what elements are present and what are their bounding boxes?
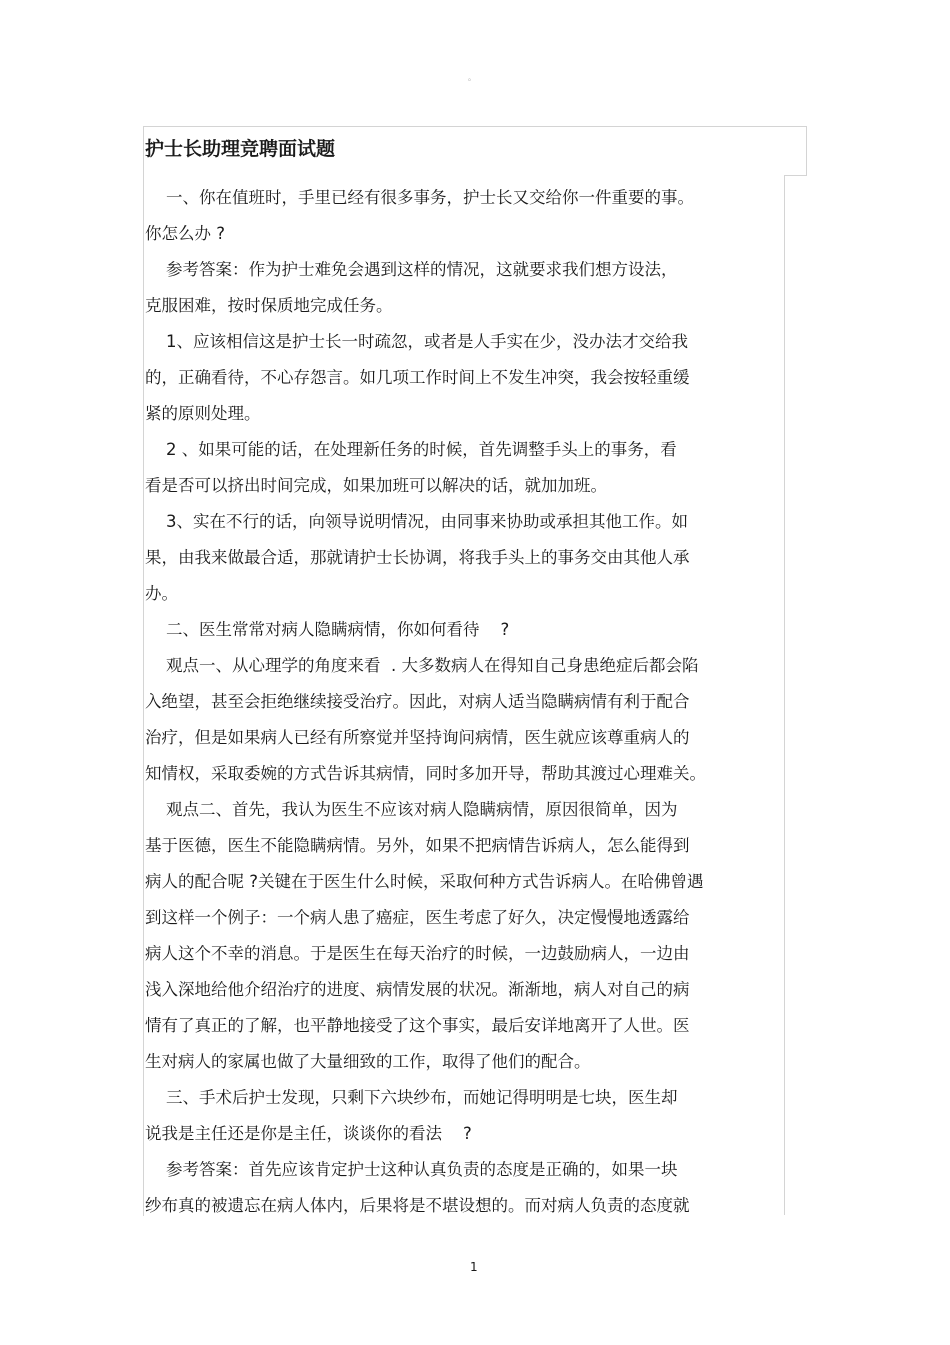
text-line: 参考答案：作为护士难免会遇到这样的情况，这就要求我们想方设法， (145, 260, 678, 279)
text-line: 2 、如果可能的话，在处理新任务的时候，首先调整手头上的事务，看 (145, 440, 677, 459)
text-line: 的，正确看待，不心存怨言。如几项工作时间上不发生冲突，我会按轻重缓 (145, 368, 690, 387)
text-line: 参考答案：首先应该肯定护士这种认真负责的态度是正确的，如果一块 (145, 1160, 678, 1179)
text-line: 基于医德，医生不能隐瞒病情。另外，如果不把病情告诉病人，怎么能得到 (145, 836, 690, 855)
text-line: 生对病人的家属也做了大量细致的工作，取得了他们的配合。 (145, 1052, 591, 1071)
frame-border-left (143, 126, 144, 1216)
frame-border-step (784, 175, 807, 176)
frame-border-right-lower (784, 175, 785, 1215)
text-line: 说我是主任还是你是主任，谈谈你的看法 ? (145, 1124, 472, 1143)
text-line: 紧的原则处理。 (145, 404, 261, 423)
text-line: 观点二、首先，我认为医生不应该对病人隐瞒病情，原因很简单，因为 (145, 800, 678, 819)
text-line: 二、医生常常对病人隐瞒病情，你如何看待 ? (145, 620, 510, 639)
text-line: 一、你在值班时，手里已经有很多事务，护士长又交给你一件重要的事。 (145, 188, 694, 207)
text-line: 3、实在不行的话，向领导说明情况，由同事来协助或承担其他工作。如 (145, 512, 688, 531)
text-line: 1、应该相信这是护士长一时疏忽，或者是人手实在少，没办法才交给我 (145, 332, 688, 351)
text-line: 克服困难，按时保质地完成任务。 (145, 296, 393, 315)
text-line: 看是否可以挤出时间完成，如果加班可以解决的话，就加加班。 (145, 476, 607, 495)
document-body (145, 180, 755, 1224)
text-line: 治疗，但是如果病人已经有所察觉并坚持询问病情，医生就应该尊重病人的 (145, 728, 690, 747)
text-line: 观点一、从心理学的角度来看 . 大多数病人在得知自己身患绝症后都会陷 (145, 656, 699, 675)
text-line: 到这样一个例子：一个病人患了癌症，医生考虑了好久，决定慢慢地透露给 (145, 908, 690, 927)
text-line: 办。 (145, 584, 178, 603)
text-line: 你怎么办 ? (145, 224, 226, 243)
text-line: 病人的配合呢 ?关键在于医生什么时候，采取何种方式告诉病人。在哈佛曾遇 (145, 872, 704, 891)
text-line: 浅入深地给他介绍治疗的进度、病情发展的状况。渐渐地，病人对自己的病 (145, 980, 690, 999)
page-number: 1 (470, 1260, 478, 1274)
text-line: 病人这个不幸的消息。于是医生在每天治疗的时候，一边鼓励病人，一边由 (145, 944, 690, 963)
document-title: 护士长助理竞聘面试题 (145, 138, 336, 160)
text-line: 三、手术后护士发现，只剩下六块纱布，而她记得明明是七块，医生却 (145, 1088, 678, 1107)
frame-border-top (143, 126, 807, 127)
header-mark: 。 (468, 73, 476, 82)
text-line: 知情权，采取委婉的方式告诉其病情，同时多加开导，帮助其渡过心理难关。 (145, 764, 706, 783)
frame-border-right (806, 126, 807, 176)
text-line: 果，由我来做最合适，那就请护士长协调，将我手头上的事务交由其他人承 (145, 548, 690, 567)
text-line: 入绝望，甚至会拒绝继续接受治疗。因此，对病人适当隐瞒病情有利于配合 (145, 692, 690, 711)
text-line: 情有了真正的了解，也平静地接受了这个事实，最后安详地离开了人世。医 (145, 1016, 690, 1035)
text-line: 纱布真的被遗忘在病人体内，后果将是不堪设想的。而对病人负责的态度就 (145, 1196, 690, 1215)
